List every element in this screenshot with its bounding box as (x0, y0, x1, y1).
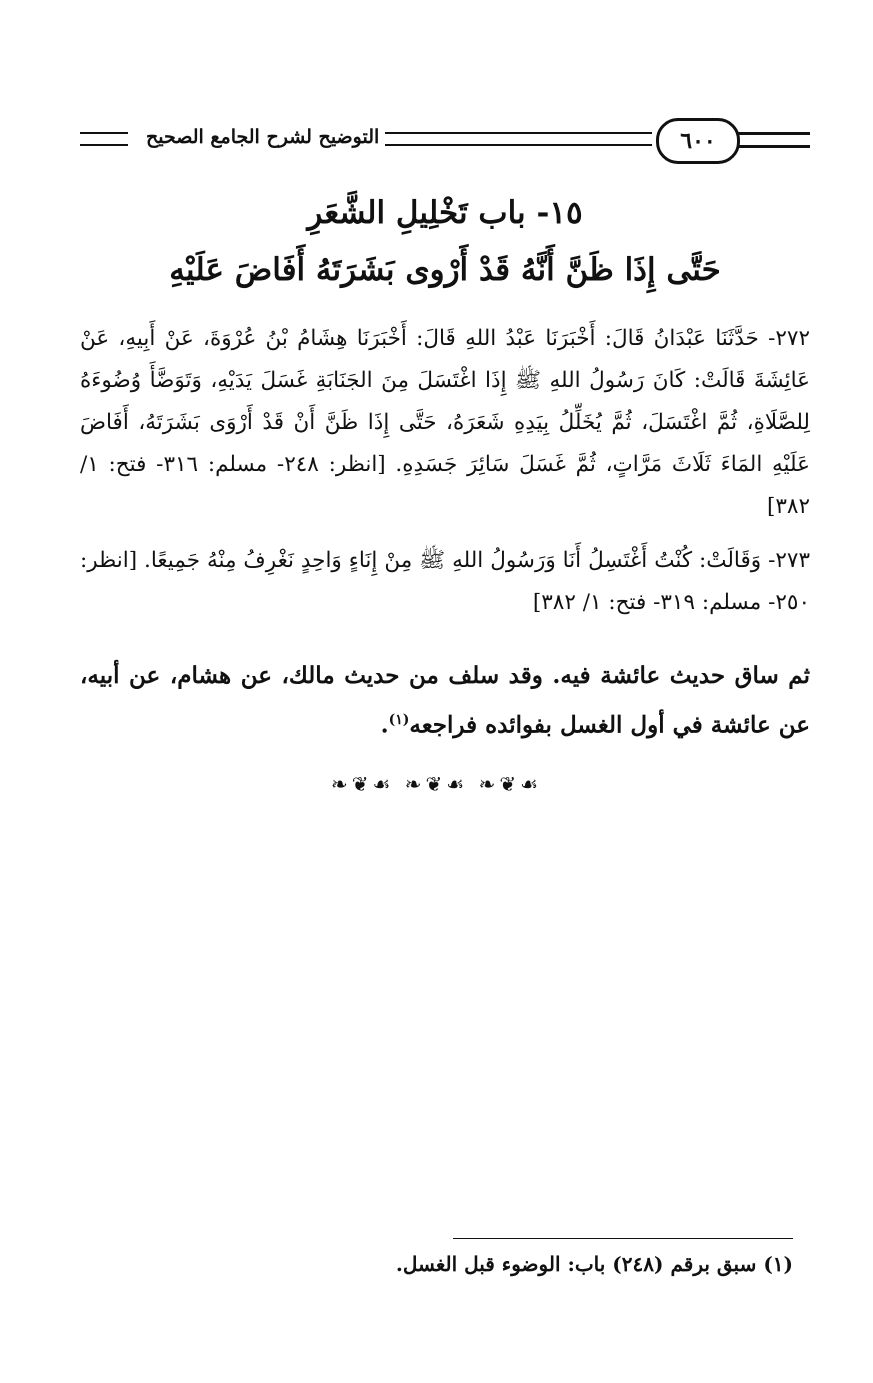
footnote-rule (453, 1238, 793, 1239)
commentary-text: ثم ساق حديث عائشة فيه. وقد سلف من حديث مالك، عن هشام، عن أبيه، عن عائشة في أول الغسل بفوائده فراجعه (80, 662, 810, 739)
chapter-subtitle: حَتَّى إِذَا ظَنَّ أَنَّهُ قَدْ أَرْوى بَشَرَتَهُ أَفَاضَ عَلَيْهِ (169, 252, 721, 288)
footnote-marker[interactable]: (١) (388, 712, 410, 728)
commentary-end: . (380, 711, 389, 739)
chapter-title: ١٥- باب تَخْلِيلِ الشَّعَرِ (307, 195, 583, 231)
commentary-paragraph (80, 653, 810, 748)
hadith-273: ٢٧٣- وَقَالَتْ: كُنْتُ أَغْتَسِلُ أَنَا وَرَسُولُ اللهِ ﷺ مِنْ إِنَاءٍ وَاحِدٍ نَغْرِفُ مِنْهُ جَمِيعًا. [انظر: ٢٥٠- مسلم: ٣١٩- فتح: ١/ ٣٨٢] (80, 548, 810, 615)
hadith-272: ٢٧٢- حَدَّثَنَا عَبْدَانُ قَالَ: أَخْبَرَنَا عَبْدُ اللهِ قَالَ: أَخْبَرَنَا هِشَامُ بْنُ عُرْوَةَ، عَنْ أَبِيهِ، عَنْ عَائِشَةَ قَالَتْ: كَانَ رَسُولُ اللهِ ﷺ إِذَا اغْتَسَلَ مِنَ الجَنَابَةِ غَسَلَ يَدَيْهِ، وَتَوَضَّأَ وُضُوءَهُ لِلصَّلَاةِ، ثُمَّ اغْتَسَلَ، ثُمَّ يُخَلِّلُ بِيَدِهِ شَعَرَهُ، حَتَّى إِذَا ظَنَّ أَنْ قَدْ أَرْوَى بَشَرَتَهُ، أَفَاضَ عَلَيْهِ المَاءَ ثَلَاثَ مَرَّاتٍ، ثُمَّ غَسَلَ سَائِرَ جَسَدِهِ. [انظر: ٢٤٨- مسلم: ٣١٦- فتح: ١/ ٣٨٢] (80, 326, 810, 519)
page-number: ٦٠٠ (656, 118, 740, 164)
footnote: (١) سبق برقم (٢٤٨) باب: الوضوء قبل الغسل. (395, 1252, 793, 1276)
ornament-divider: ❧❦☙ ❧❦☙ ❧❦☙ (330, 772, 543, 796)
page-header (80, 118, 810, 160)
running-title: التوضيح لشرح الجامع الصحيح (140, 126, 385, 148)
running-title-wrap (80, 126, 810, 148)
